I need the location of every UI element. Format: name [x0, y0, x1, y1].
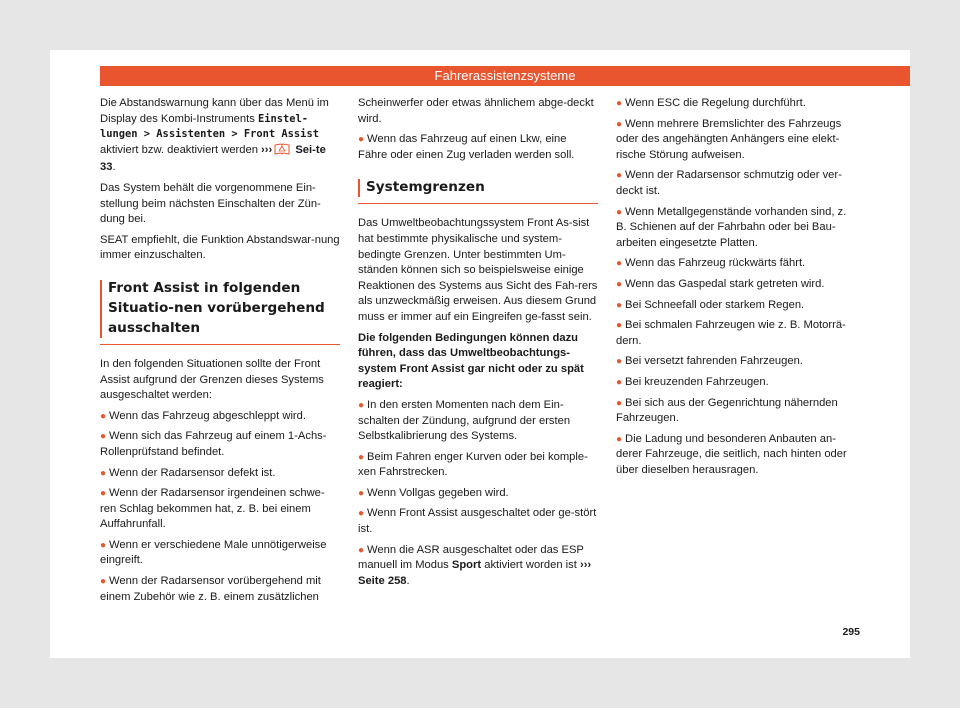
bullet-dot: ●	[616, 170, 623, 182]
list-item	[616, 318, 856, 349]
list-item	[358, 450, 598, 481]
list-item	[616, 256, 856, 272]
list-item-text: Wenn das Fahrzeug rückwärts fährt.	[625, 257, 806, 270]
bullet-list	[616, 96, 856, 478]
list-item	[616, 298, 856, 314]
paragraph: In den folgenden Situationen sollte der Front Assist aufgrund der Grenzen dieses Systems ausgeschaltet werden:	[100, 357, 324, 402]
paragraph-continued: Scheinwerfer oder etwas ähnlichem abge-deckt wird.	[358, 97, 594, 125]
mode-name: Sport	[451, 559, 482, 572]
list-item	[100, 429, 340, 460]
bullet-dot: ●	[616, 118, 623, 130]
bullet-dot: ●	[358, 399, 365, 411]
page-reference-link[interactable]: Sei-te 33	[100, 143, 326, 174]
paragraph: Das Umweltbeobachtungssystem Front As-sist hat bestimmte physikalische und system-bedingte Grenzen. Unter bestimmten Um-ständen können sich so beispielsweise einige Reaktionen des Systems aus Sicht des Fah-rers als unzweckmäßig erweisen. Aus diesem Grund muss er immer auf ein Eingreifen ge-fasst sein.	[358, 217, 598, 323]
bullet-dot: ●	[100, 539, 107, 551]
bold-paragraph: Die folgenden Bedingungen können dazu führen, dass das Umweltbeobachtungs-system Front Assist gar nicht oder zu spät reagiert:	[358, 331, 584, 391]
list-item	[358, 486, 598, 502]
page-number: 295	[842, 626, 860, 638]
list-item	[358, 398, 598, 445]
bullet-list	[358, 398, 598, 538]
list-item-text: Wenn er verschiedene Male unnötigerweise eingreift.	[100, 538, 327, 567]
section-heading-front-assist: Front Assist in folgenden Situatio-nen vorübergehend ausschalten	[100, 278, 340, 345]
list-item-text: Wenn das Gaspedal stark getreten wird.	[625, 277, 825, 290]
list-item-text: aktiviert worden ist	[481, 559, 577, 572]
bullet-dot: ●	[616, 278, 623, 290]
list-item-text: Bei kreuzenden Fahrzeugen.	[625, 375, 769, 388]
intro-text: Die Abstandswarnung kann über das Menü im Display des Kombi-Instruments	[100, 97, 329, 125]
bullet-dot: ●	[616, 320, 623, 332]
bullet-dot: ●	[358, 134, 365, 146]
column-left	[100, 96, 340, 610]
bullet-dot: ●	[616, 433, 623, 445]
list-item	[616, 277, 856, 293]
list-item	[100, 409, 340, 425]
list-item-text: Wenn Front Assist ausgeschaltet oder ge-stört ist.	[358, 507, 597, 536]
list-item-text: Bei versetzt fahrenden Fahrzeugen.	[625, 355, 803, 368]
menu-path: Einstel-lungen > Assistenten > Front Assist	[100, 112, 319, 141]
list-item	[616, 354, 856, 370]
list-item-text: Wenn Metallgegenstände vorhanden sind, z. B. Schienen auf der Fahrbahn oder bei Bau-arbeiten eingesetzte Platten.	[616, 205, 847, 249]
list-item	[100, 574, 340, 605]
section-heading-systemgrenzen: Systemgrenzen	[358, 177, 598, 204]
list-item-text: Wenn die ASR ausgeschaltet oder das ESP manuell im Modus	[358, 543, 584, 572]
bullet-dot: ●	[358, 451, 365, 463]
bullet-dot: ●	[100, 576, 107, 588]
intro-end: .	[112, 161, 116, 174]
intro-paragraph	[100, 96, 340, 176]
list-item	[616, 96, 856, 112]
list-item	[358, 132, 598, 163]
list-item-text: Die Ladung und besonderen Anbauten an-derer Fahrzeuge, die seitlich, nach hinten oder über dieselben herausragen.	[616, 432, 847, 476]
column-middle	[358, 96, 598, 594]
list-item	[358, 543, 598, 590]
list-item-text: Wenn der Radarsensor schmutzig oder ver-deckt ist.	[616, 169, 842, 197]
list-item	[358, 506, 598, 537]
intro-text-mid: aktiviert bzw. deaktiviert werden	[100, 143, 262, 156]
bullet-dot: ●	[100, 488, 107, 500]
bullet-dot: ●	[616, 206, 623, 218]
page-reference-link[interactable]: ››› Seite 258	[358, 559, 592, 587]
warning-book-icon	[274, 143, 290, 161]
list-item-text: Wenn sich das Fahrzeug auf einem 1-Achs-Rollenprüfstand befindet.	[100, 430, 327, 458]
column-right	[616, 96, 856, 483]
bullet-dot: ●	[358, 508, 365, 520]
list-item-text: Bei sich aus der Gegenrichtung nähernden Fahrzeugen.	[616, 396, 838, 425]
list-item-text: Beim Fahren enger Kurven oder bei komple-xen Fahrstrecken.	[358, 450, 588, 479]
list-item-text: Wenn der Radarsensor vorübergehend mit einem Zubehör wie z. B. einem zusätzlichen	[100, 575, 321, 603]
list-item	[100, 486, 340, 533]
bullet-dot: ●	[616, 98, 623, 109]
bullet-dot: ●	[100, 467, 107, 479]
list-item	[100, 538, 340, 569]
list-item-text: Wenn der Radarsensor irgendeinen schwe-ren Schlag bekommen hat, z. B. bei einem Auffahrunfall.	[100, 487, 325, 531]
list-item	[616, 375, 856, 391]
list-item-text: Bei schmalen Fahrzeugen wie z. B. Motorrä-dern.	[616, 319, 846, 347]
bullet-dot: ●	[100, 431, 107, 443]
bullet-dot: ●	[616, 299, 623, 311]
bullet-dot: ●	[100, 410, 107, 422]
manual-page	[50, 50, 910, 658]
list-item-text: Wenn das Fahrzeug auf einen Lkw, eine Fähre oder einen Zug verladen werden soll.	[358, 133, 575, 161]
list-item-text: Wenn der Radarsensor defekt ist.	[109, 466, 276, 479]
list-item	[616, 205, 856, 252]
list-item	[616, 117, 856, 164]
list-item-text: Wenn das Fahrzeug abgeschleppt wird.	[109, 409, 306, 422]
list-item-text: Bei Schneefall oder starkem Regen.	[625, 298, 805, 311]
list-item	[100, 466, 340, 482]
list-item-text: Wenn ESC die Regelung durchführt.	[625, 97, 806, 109]
list-item-text: Wenn mehrere Bremslichter des Fahrzeugs oder des angehängten Anhängers eine elekt-rische Störung aufweisen.	[616, 117, 842, 161]
list-item-text: Wenn Vollgas gegeben wird.	[367, 486, 509, 499]
paragraph: Das System behält die vorgenommene Ein-stellung beim nächsten Einschalten der Zün-dung bei.	[100, 181, 321, 226]
list-item	[616, 432, 856, 479]
reference-arrows[interactable]: ›››	[261, 143, 273, 156]
bullet-dot: ●	[616, 356, 623, 368]
bullet-dot: ●	[616, 376, 623, 388]
paragraph: SEAT empfiehlt, die Funktion Abstandswar-nung immer einzuschalten.	[100, 233, 340, 262]
list-item-text: In den ersten Momenten nach dem Ein-schalten der Zündung, aufgrund der ersten Selbstkalibrierung des Systems.	[358, 398, 571, 443]
list-item	[616, 168, 856, 199]
bullet-dot: ●	[358, 487, 365, 499]
bullet-dot: ●	[616, 397, 623, 409]
bullet-dot: ●	[358, 544, 365, 556]
list-item	[616, 396, 856, 427]
page-header-title: Fahrerassistenzsysteme	[100, 66, 910, 86]
list-item-end: .	[406, 574, 410, 587]
bullet-list	[100, 409, 340, 606]
bullet-dot: ●	[616, 258, 623, 270]
